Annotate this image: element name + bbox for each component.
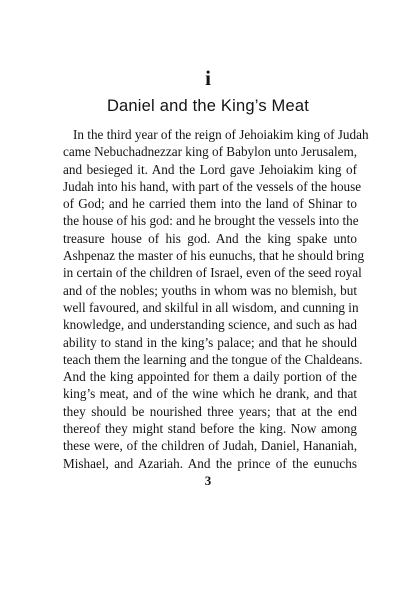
text-line: these were, of the children of Judah, Daniel, Hananiah, <box>63 438 357 454</box>
text-line: of God; and he carried them into the land of Shinar to <box>63 196 357 212</box>
body-text <box>63 126 369 472</box>
text-line: And the king appointed for them a daily portion of the <box>63 369 357 385</box>
text-line: teach them the learning and the tongue of the Chaldeans. <box>63 351 363 367</box>
text-line: In the third year of the reign of Jehoiakim king of Judah <box>73 127 369 142</box>
text-line: they should be nourished three years; that at the end <box>63 403 357 419</box>
text-line: knowledge, and understanding science, and such as had <box>63 317 357 333</box>
text-line: the house of his god: and he brought the vessels into the <box>63 213 359 229</box>
text-line: king’s meat, and of the wine which he drank, and that <box>63 386 357 402</box>
page-number: 3 <box>204 473 212 488</box>
text-line: Ashpenaz the master of his eunuchs, that he should bring <box>63 248 365 264</box>
text-line: and besieged it. And the Lord gave Jehoiakim king of <box>63 161 357 177</box>
chapter-number: i <box>205 66 211 90</box>
text-line: treasure house of his god. And the king spake unto <box>63 230 357 246</box>
text-line: Mishael, and Azariah. And the prince of the eunuchs <box>63 455 357 471</box>
text-line: and of the nobles; youths in whom was no blemish, but <box>63 282 357 298</box>
text-line: well favoured, and skilful in all wisdom, and cunning in <box>63 299 359 315</box>
text-line: in certain of the children of Israel, even of the seed royal <box>63 265 362 281</box>
text-line: thereof they might stand before the king. Now among <box>63 421 357 437</box>
text-line: Judah into his hand, with part of the vessels of the house <box>63 178 362 194</box>
chapter-title: Daniel and the King’s Meat <box>106 97 310 115</box>
text-line: ability to stand in the king’s palace; and that he should <box>63 334 357 350</box>
text-line: came Nebuchadnezzar king of Babylon unto Jerusalem, <box>63 144 358 160</box>
